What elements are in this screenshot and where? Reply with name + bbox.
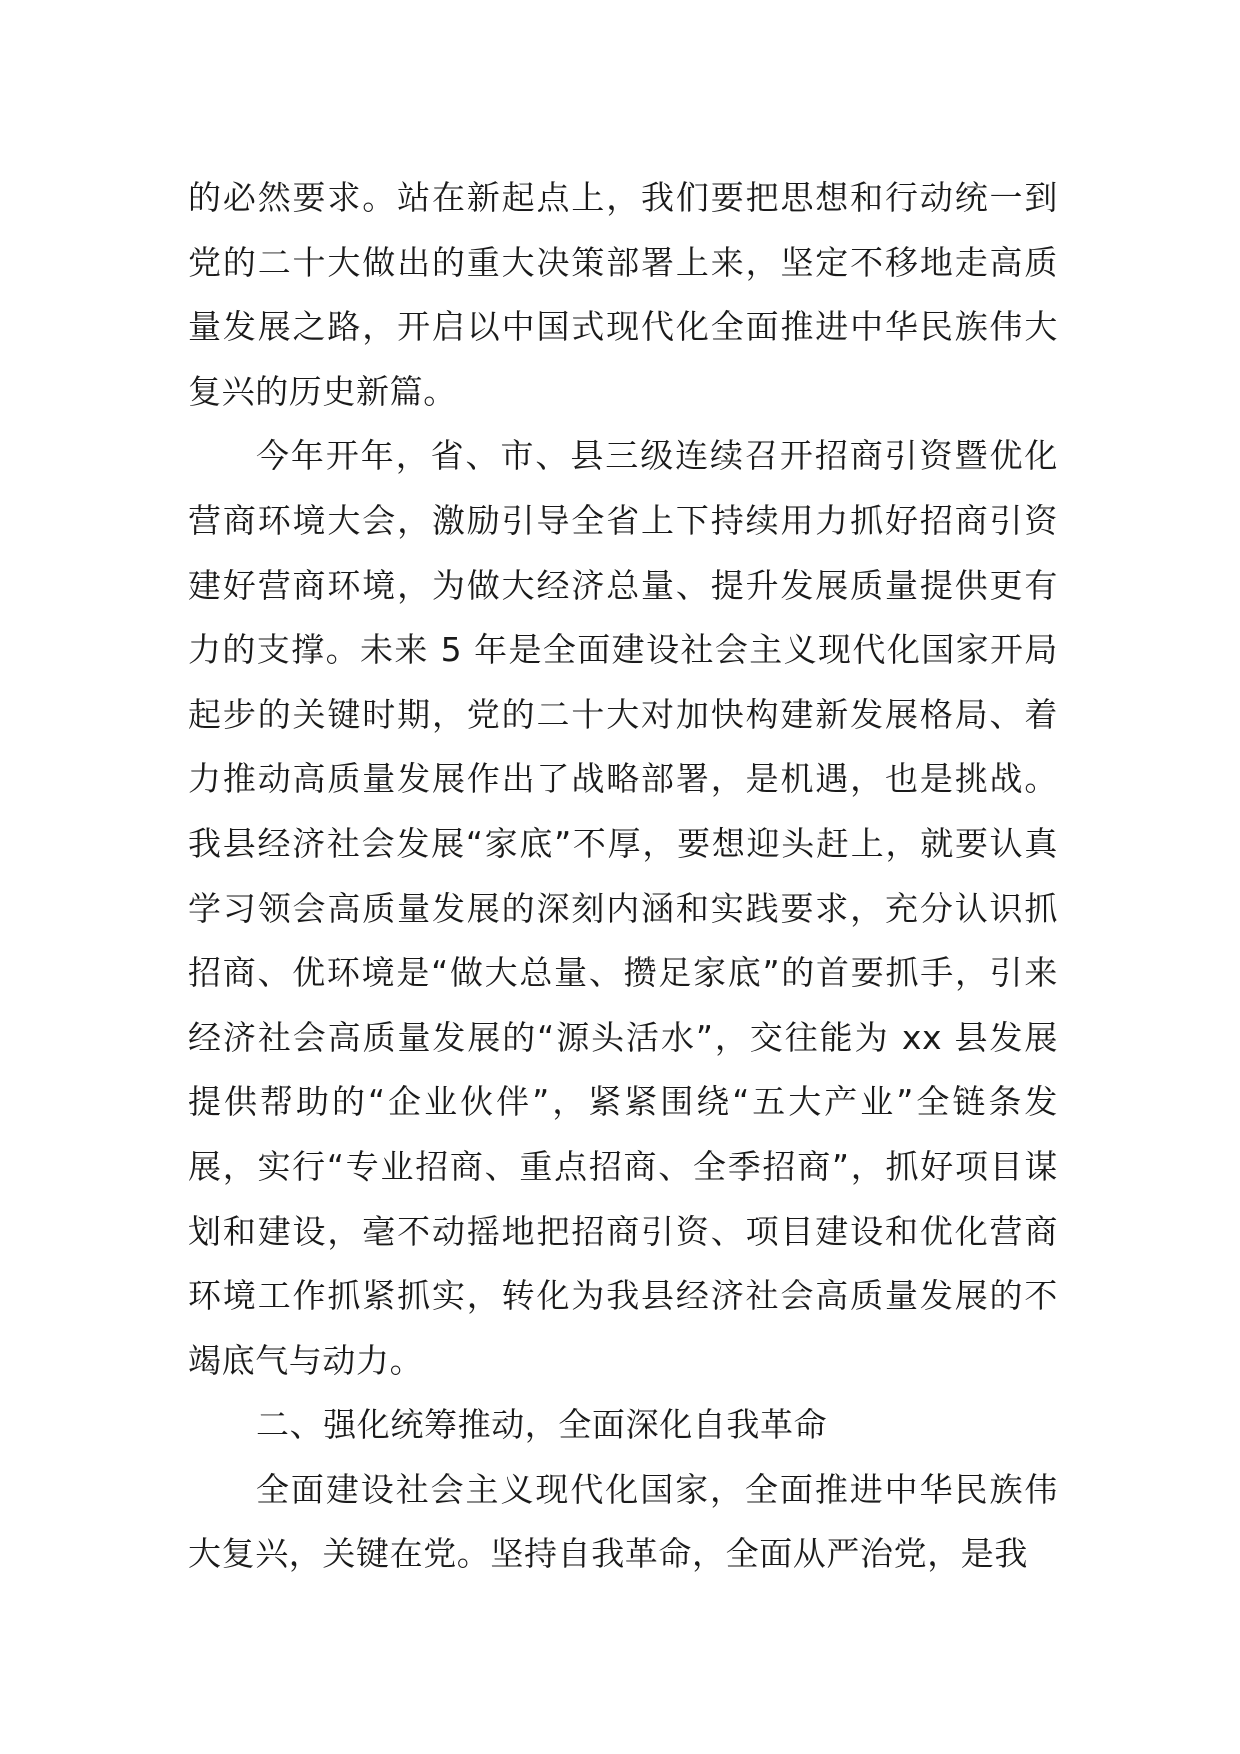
section-heading: 二、强化统筹推动，全面深化自我革命 — [256, 1405, 828, 1445]
paragraph-investment: 今年开年，省、市、县三级连续召开招商引资暨优化营商环境大会，激励引导全省上下持续用力抓好招商引资建好营商环境，为做大经济总量、提升发展质量提供更有力的支撑。未来 5 年是全面建设社会主义现代化国家开局起步的关键时期，党的二十大对加快构建新发展格局、着力推动高质量发展作出了战略部署，是机遇，也是挑战。我县经济社会发展“家底”不厚，要想迎头赶上，就要认真学习领会高质量发展的深刻内涵和实践要求，充分认识抓招商、优环境是“做大总量、攒足家底”的首要抓手，引来经济社会高质量发展的“源头活水”，交往能为 xx 县发展提供帮助的“企业伙伴”，紧紧围绕“五大产业”全链条发展，实行“专业招商、重点招商、全季招商”，抓好项目谋划和建设，毫不动摇地把招商引资、项目建设和优化营商环境工作抓紧抓实，转化为我县经济社会高质量发展的不竭底气与动力。 — [188, 436, 1058, 1380]
document-body — [188, 166, 1058, 1587]
paragraph-self-revolution: 全面建设社会主义现代化国家，全面推进中华民族伟大复兴，关键在党。坚持自我革命，全面从严治党，是我 — [188, 1469, 1058, 1574]
paragraph-continuation: 的必然要求。站在新起点上，我们要把思想和行动统一到党的二十大做出的重大决策部署上来，坚定不移地走高质量发展之路，开启以中国式现代化全面推进中华民族伟大复兴的历史新篇。 — [188, 178, 1058, 411]
